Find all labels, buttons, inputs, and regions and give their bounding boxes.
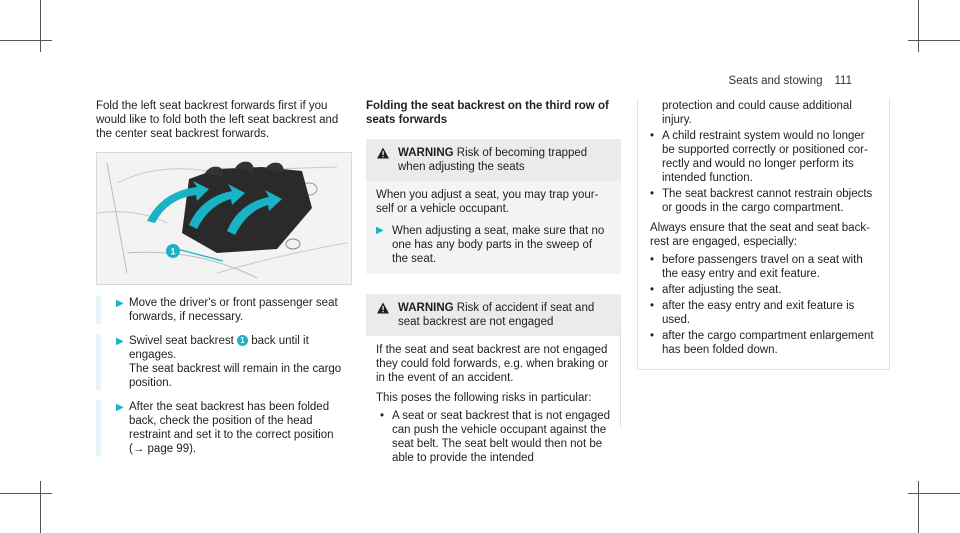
instruction-step bbox=[96, 400, 350, 456]
warning-text: This poses the following risks in particular: bbox=[376, 392, 592, 404]
warning-heading: Risk of becoming trapped when adjusting the seats bbox=[398, 147, 588, 173]
warning-text: When you adjust a seat, you may trap yourself or a vehicle occupant. bbox=[376, 189, 599, 215]
crop-mark bbox=[0, 40, 52, 41]
section-name: Seats and stowing bbox=[728, 75, 823, 87]
seat-illustration bbox=[96, 152, 352, 285]
warning-box bbox=[366, 139, 621, 274]
list-item: • A child restraint system would no longer be supported correctly or positioned correctly and would no longer perform its intended function. bbox=[650, 130, 868, 184]
step-arrow-icon: ▶ bbox=[116, 336, 124, 347]
continuation-text: protection and could cause additional injury. bbox=[662, 100, 852, 126]
crop-mark bbox=[40, 481, 41, 533]
callout-number: 1 bbox=[170, 246, 176, 257]
crop-mark bbox=[908, 40, 960, 41]
list-item: • after adjusting the seat. bbox=[650, 284, 782, 296]
divider bbox=[620, 322, 621, 428]
step-arrow-icon: ▶ bbox=[116, 402, 124, 413]
warning-box bbox=[366, 294, 621, 465]
step-text: Swivel seat backrest 1 back until it engages. The seat backrest will remain in the cargo position. bbox=[129, 335, 342, 389]
column-three bbox=[637, 99, 890, 370]
page-number: 111 bbox=[834, 75, 852, 87]
list-item: • after the easy entry and exit feature is used. bbox=[650, 300, 855, 326]
instruction-steps bbox=[96, 296, 350, 466]
step-arrow-icon: ▶ bbox=[376, 225, 384, 236]
instruction-step bbox=[96, 296, 350, 324]
instruction-step bbox=[96, 334, 350, 390]
intro-text: Fold the left seat backrest forwards first if you would like to fold both the left seat backrest and the center seat backrest forwards. bbox=[96, 100, 339, 140]
paragraph: Always ensure that the seat and seat backrest are engaged, especially: bbox=[650, 222, 870, 248]
crop-mark bbox=[908, 493, 960, 494]
list-item: • A seat or seat backrest that is not engaged can push the vehicle occupant against the seat belt. The seat belt would then not be able to provide the intended bbox=[380, 410, 611, 464]
callout-ref-icon: 1 bbox=[237, 335, 248, 346]
list-item: • after the cargo compartment enlargement has been folded down. bbox=[650, 330, 874, 356]
warning-text: If the seat and seat backrest are not engaged they could fold forwards, e.g. when braking or in the event of an accident. bbox=[376, 344, 609, 384]
list-item: • before passengers travel on a seat with the easy entry and exit feature. bbox=[650, 254, 863, 280]
crop-mark bbox=[918, 0, 919, 52]
warning-label: WARNING bbox=[398, 302, 454, 314]
warning-icon bbox=[376, 302, 390, 314]
step-text: After the seat backrest has been folded back, check the position of the head restraint and set it to the correct position (→ page 99). bbox=[129, 401, 334, 455]
warning-continuation bbox=[637, 99, 890, 370]
step-arrow-icon: ▶ bbox=[116, 298, 124, 309]
warning-step: When adjusting a seat, make sure that no one has any body parts in the sweep of the seat. bbox=[392, 225, 605, 265]
warning-heading: Risk of accident if seat and seat backrest are not engaged bbox=[398, 302, 595, 328]
seat-illustration-svg bbox=[97, 153, 351, 284]
crop-mark bbox=[918, 481, 919, 533]
page-link[interactable]: (→ page 99). bbox=[129, 443, 197, 455]
crop-mark bbox=[0, 493, 52, 494]
warning-icon bbox=[376, 147, 390, 159]
intro-paragraph bbox=[96, 99, 350, 141]
section-title: Folding the seat backrest on the third row of seats forwards bbox=[366, 100, 609, 126]
step-text: Move the driver's or front passenger seat forwards, if necessary. bbox=[129, 297, 338, 323]
page-header bbox=[729, 74, 852, 88]
list-item: • The seat backrest cannot restrain objects or goods in the cargo compartment. bbox=[650, 188, 873, 214]
column-two bbox=[366, 99, 621, 477]
warning-label: WARNING bbox=[398, 147, 454, 159]
crop-mark bbox=[40, 0, 41, 52]
